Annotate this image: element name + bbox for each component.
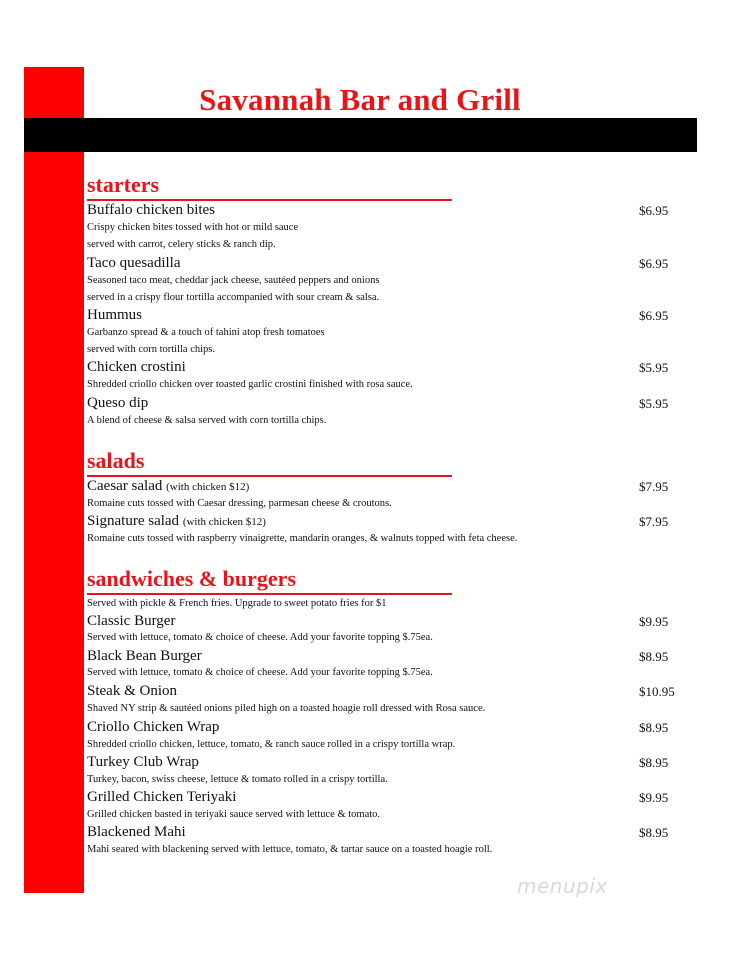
menu-item-note: (with chicken $12) <box>182 516 266 528</box>
menu-item-name: Turkey Club Wrap <box>87 754 199 770</box>
menu-item-price: $6.95 <box>639 256 669 271</box>
menu-item-name: Criollo Chicken Wrap <box>87 719 220 735</box>
menu-item-price: $7.95 <box>639 479 669 494</box>
menu-item-name: Hummus <box>87 307 143 323</box>
menu-item-desc: Romaine cuts tossed with raspberry vinaigrette, mandarin oranges, & walnuts topped with feta cheese. <box>87 533 518 544</box>
menu-item-desc: Shredded criollo chicken, lettuce, tomato, & ranch sauce rolled in a crispy tortilla wrap. <box>87 739 456 750</box>
menu-item-name: Queso dip <box>87 395 149 411</box>
menu-item-name-text: Signature salad <box>87 513 180 529</box>
menu-item-name: Black Bean Burger <box>87 648 202 664</box>
menu-item-name <box>87 512 266 531</box>
section-title-sandwiches: sandwiches & burgers <box>87 566 297 591</box>
section-title-starters: starters <box>87 172 160 197</box>
menu-item-name: Taco quesadilla <box>87 255 181 271</box>
menu-item-name: Buffalo chicken bites <box>87 202 216 218</box>
menu-item-price: $10.95 <box>639 684 675 699</box>
menu-item-name: Classic Burger <box>87 613 176 629</box>
menu-item-name-text: Caesar salad <box>87 478 163 494</box>
section-intro: Served with pickle & French fries. Upgrade to sweet potato fries for $1 <box>87 598 387 609</box>
menu-item-desc: served with carrot, celery sticks & ranch dip. <box>87 239 276 250</box>
menu-item-desc: Romaine cuts tossed with Caesar dressing, parmesan cheese & croutons. <box>87 498 392 509</box>
menu-item-desc: Turkey, bacon, swiss cheese, lettuce & tomato rolled in a crispy tortilla. <box>87 774 388 785</box>
section-underline <box>87 593 452 595</box>
menu-item-desc: served in a crispy flour tortilla accompanied with sour cream & salsa. <box>87 292 380 303</box>
menu-item-price: $7.95 <box>639 514 669 529</box>
menu-item-desc: served with corn tortilla chips. <box>87 344 216 355</box>
menu-item-desc: Grilled chicken basted in teriyaki sauce served with lettuce & tomato. <box>87 809 381 820</box>
menu-item-name: Blackened Mahi <box>87 824 186 840</box>
menu-item-name <box>87 477 249 496</box>
menu-item-price: $8.95 <box>639 825 669 840</box>
menu-item-name: Steak & Onion <box>87 683 177 699</box>
menu-item-price: $6.95 <box>639 203 669 218</box>
section-title-salads: salads <box>87 448 145 473</box>
menu-item-desc: Mahi seared with blackening served with lettuce, tomato, & tartar sauce on a toasted hoagie roll. <box>87 844 493 855</box>
menu-item-desc: Seasoned taco meat, cheddar jack cheese, sautéed peppers and onions <box>87 275 380 286</box>
red-side-bar <box>24 67 84 893</box>
menu-item-price: $5.95 <box>639 396 669 411</box>
menu-item-name: Chicken crostini <box>87 359 186 375</box>
menu-item-desc: Garbanzo spread & a touch of tahini atop fresh tomatoes <box>87 327 325 338</box>
menu-item-price: $9.95 <box>639 614 669 629</box>
menu-item-price: $8.95 <box>639 755 669 770</box>
menu-item-desc: Served with lettuce, tomato & choice of cheese. Add your favorite topping $.75ea. <box>87 632 433 643</box>
menu-item-desc: A blend of cheese & salsa served with corn tortilla chips. <box>87 415 327 426</box>
menu-item-price: $9.95 <box>639 790 669 805</box>
menu-item-price: $6.95 <box>639 308 669 323</box>
menupix-watermark: menupix <box>517 874 608 898</box>
menu-item-note: (with chicken $12) <box>166 481 250 493</box>
menu-item-price: $8.95 <box>639 720 669 735</box>
menu-item-desc: Shaved NY strip & sautéed onions piled high on a toasted hoagie roll dressed with Rosa sauce. <box>87 703 486 714</box>
black-header-band <box>24 118 697 152</box>
menu-item-desc: Served with lettuce, tomato & choice of cheese. Add your favorite topping $.75ea. <box>87 667 433 678</box>
menu-item-price: $5.95 <box>639 360 669 375</box>
menu-item-desc: Crispy chicken bites tossed with hot or mild sauce <box>87 222 299 233</box>
menu-item-price: $8.95 <box>639 649 669 664</box>
menu-item-name: Grilled Chicken Teriyaki <box>87 789 237 805</box>
menu-item-desc: Shredded criollo chicken over toasted garlic crostini finished with rosa sauce. <box>87 379 413 390</box>
restaurant-title: Savannah Bar and Grill <box>199 82 521 117</box>
